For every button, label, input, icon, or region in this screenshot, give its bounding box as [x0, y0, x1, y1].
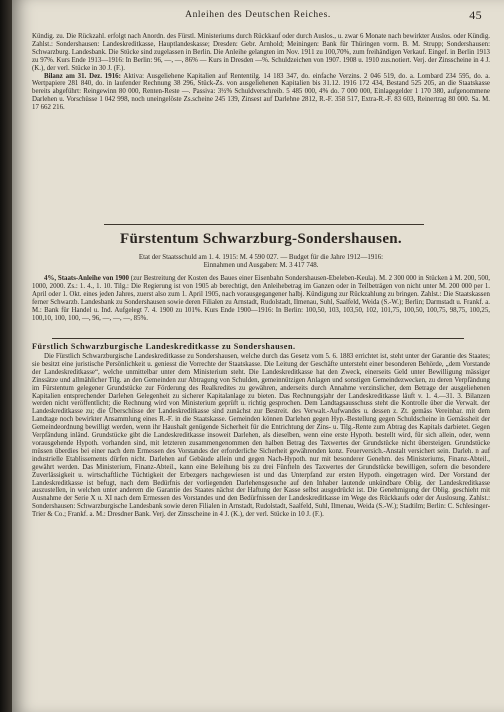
section-rule-mid [52, 338, 464, 339]
top-paragraph-text: Kündig. zu. Die Rückzahl. erfolgt nach Anordn. des Fürstl. Ministeriums durch Rückkauf oder durch Auslos., u. zwar 6 Monate nach bewirkter Auslos. oder Kündig. Zahlst.: Sondershausen: Landeskreditkasse, Hauptlandeskasse; Dresden: Gebr. Arnhold; Meiningen: Bank für Thüringen vorm. B. M. Strupp; Sondershausen: Schwarzburg. Landesbank. Die Stücke sind zugelassen in Berlin. Die Anleihe gelangten im Nov. 1911 zu 100,70%, zum freihändigen Verkauf. Eingef. in Berlin 1913 zu 97%. Kurs Ende 1913—1916: In Berlin: 96, —, —, 86% — Kurs in Dresden —%. Schuldzeichen von 1907. 1908 u. 1910 zus.notiert. Verj. der Zinsscheine in 4 J. (K.), der verl. Stücke in 30 J. (F.). [32, 33, 490, 72]
book-gutter-shadow [0, 0, 12, 712]
bilanz-text: Aktiva: Ausgeliehene Kapitalien auf Rententilg. 14 183 347, do. einfache Verzins. 2 046 519, do. a. Lombard 234 595, do. a. Wertpapiere 281 840, do. in laufender Rechnung 38 296, Stück-Zs. von ausgeliehenen Kapitalien bis 31.12. 1916 172 434, Bestand 525 205, an die Staatskasse bereits abgeführt: Reingewinn 80 000, Renten-Reste —. Passiva: 3½% Schuldverschreib. 5 485 000, 4% do. 7 000 000, Einlagegelder 1 170 380, aufgenommene Darlehen u. Vorschüsse 1 042 998, noch uneingelöste Zs.scheine 245 139, Zinsest auf Darlehne 2812, R.-F. 358 517, Extra-R.-F. 83 603, Reinertrag 80 000. Sa. M. 17 662 216. [32, 72, 491, 112]
landeskreditkasse-paragraph [32, 353, 490, 519]
budget-block [32, 254, 490, 270]
landeskreditkasse-text: Die Fürstlich Schwarzburgische Landeskreditkasse zu Sondershausen, welche durch das Gesetz vom 5. 6. 1883 errichtet ist, steht unter der Garantie des Staates; sie besitzt eine juristische Persönlichkeit u. geniesst die Vorrechte der Staatskasse. Die Leitung der Geschäfte untersteht einer besonderen Behörde, „dem Vorstande der Landeskreditkasse“, welche unmittelbar unter dem Ministerium steht. Die Landeskreditkasse hat den Zweck, einerseits Geld unter Bewilligung mässiger Zinssätze und allmählicher Tilg. an den Gemeinden zur Abtragung von Schulden, gemeinnützigen Anlagen und sonstigen Gemeindezwecken, zu deren Verpfändung im Fürstentum gelegener Grundstücke zur Förderung des Realkredites zu gewähren, anderseits durch Annahme verzinslicher, dem Betrage der ausgeliehenen Kapitalien entsprechender Darlehen Gelegenheit zu sicherer Kapitalanlage zu bieten. Das Rechnungsjahr der Landeskreditkasse läuft v. 1. 4.—31. 3. Bilanzen werden nicht veröffentlicht; die Rechnung wird von Ministerium geprüft u. richtig gesprochen. Dem Landtagsausschuss steht die Kontrolle über die Verwalt. der Landeskreditkasse zu; die Überschüsse der Landeskreditkasse sind zunächst zur Bestreit. des Verwalt.-Aufwandes u. dessen z. Zt. gemäss Vereinbar. mit dem Landtage noch bewirkter Ansammlung eines R.-F. in die Staatskasse. Gemeinden können Darlehen gegen Hyp.-Bestellung gegen Schuldscheine in Gemässheit der Gemeindeordnung bewilligt werden, wenn ihr Haushalt genügende Sicherheit für die Entrichtung der Zins- u. Tilg.-Rente zum Abtrag des Kapitals darbietet. Gegen Verpfändung inländ. Grundstücke gibt die Landeskreditkasse insoweit Darlehen, als dieselben, wenn eine erste Hypoth. bestellt wird, für sich allein, oder, wenn vorausgehende Hypoth. vorhanden sind, mit letzteren zusammengenommen den halben Betrag des Taxwertes der Grundstücke nicht übersteigen. Grundstücke müssen überdies bei einer nach dem Ermessen des Vorstandes der erforderliche Sicherheit gewährenden konz. Feuerversich.-Anstalt versichert sein. Darleh. n auf industrielle Etablissements dürfen nicht. Darlehen auf Gebäude allein und gegen Nach-Hypoth. nur mit besonderer Genehm. des Ministeriums, Finanz-Abteil., gewährt werden. Das Ministerium, Finanz-Abteil., kann eine Beleihung bis zu drei Fünfteln des Taxwertes der Grundstücke bewilligen, sofern die besondere Zuverlässigkeit u. wirtschaftliche Tüchtigkeit der Erbezgers nachgewiesen ist und das Unterpfand zur ersten Hypoth. eingetragen wird. Der Vorstand der Landeskreditkasse ist befugt, nach dem Bedürfnis der vorliegenden Darlehensgesuche auf den Inhaber lautende unkündbare Oblig. der Landeskreditkasse auszustellen, in welchen unter anderem die Garantie des Staates nächst der Haftung der Kasse selbst ausgedrückt ist. Die Genehmigung der Oblig. geschieht mit Ausnahme der Serie X u. XI nach dem Ermessen des Vorstandes und den Bedürfnissen der Landeskreditkasse im Wege des Rückkaufs oder der Auslosung. Zahlst.: Sondershausen: Schwarzburgische Landesbank sowie deren Filialen in Arnstadt, Rudolstadt, Saalfeld, Suhl, Ilmenau, Weida (S.-W.); Stadtilm; Berlin: C. Schlesinger-Trier & Co.; Frankf. a. M.: Dresdner Bank. Verj. der Zinsscheine in 4 J. (K.), der verl. Stücke in 10 J. (F.). [32, 353, 490, 519]
running-head-title: Anleihen des Deutschen Reiches. [185, 10, 331, 20]
section-rule-top [104, 224, 424, 225]
bilanz-label: Bilanz am 31. Dez. 1916: [44, 72, 121, 80]
top-paragraph [32, 33, 490, 112]
book-page [12, 0, 504, 712]
running-head [12, 10, 504, 24]
section-title: Fürstentum Schwarzburg-Sondershausen. [120, 231, 402, 247]
landeskreditkasse-heading: Fürstlich Schwarzburgische Landeskreditkasse zu Sondershausen. [32, 342, 296, 351]
staatsanleihe-label: 4%, Staats-Anleihe von 1900 [44, 275, 129, 282]
budget-line-1: Etat der Staatsschuld am 1. 4. 1915: M. 4 590 027. — Budget für die Jahre 1912—1916: [138, 254, 384, 261]
budget-line-2: Einnahmen und Ausgaben: M. 3 417 748. [203, 261, 319, 269]
staatsanleihe-text: (zur Bestreitung der Kosten des Baues einer Eisenbahn Sondershausen-Ebeleben-Keula). M. 2 300 000 in Stücken à M. 200, 500, 1000, 2000. Zs.: 1. 4., 1. 10. Tilg.: Die Regierung ist von 1905 ab berechtigt, den Anleihebetrag im Ganzen oder in Teilbeträgen von nicht unter M. 200 000 per 1. April oder 1. Okt. eines jeden Jahres, zuerst also zum 1. April 1905, nach vorausgegangener halbj. Kündigung zur Rückzahlung zu bringen. Zahlst.: Die Staatskassen ferner Schwarzb. Landesbank zu Sondershausen sowie deren Filialen zu Arnstadt, Rudolstadt, Ilmenau, Suhl, Saalfeld, Weida (S.-W.); Berlin; Darmstadt u. Frankf. a. M.: Bank für Handel u. Ind. Aufgelegt 7. 4. 1900 zu 101%. Kurs Ende 1900—1916: In Berlin: 100,50, 103, 103,50, 102, 101,75, 100,50, 100,75, 98,75, 100,25, 100,10, 100, 100, —, 96, —, —, —, 85%. [32, 275, 490, 322]
staatsanleihe-paragraph [32, 275, 490, 322]
page-number: 45 [469, 8, 482, 22]
